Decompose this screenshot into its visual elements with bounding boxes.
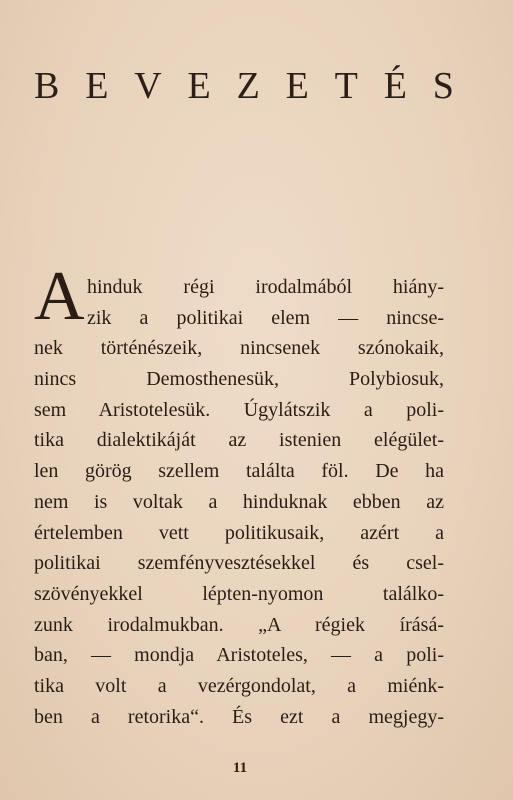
text-line: szövényekkel lépten-nyomon találko-	[34, 582, 444, 605]
text-line: zik a politikai elem — nincse-	[87, 306, 444, 329]
text-line: len görög szellem találta föl. De ha	[34, 460, 444, 483]
text-line: ben a retorika“. És ezt a megjegy-	[34, 705, 444, 728]
text-line: hinduk régi irodalmából hiány-	[87, 276, 444, 298]
drop-cap: A	[34, 258, 85, 335]
page-number: 11	[232, 760, 248, 776]
text-line: tika dialektikáját az istenien elégület-	[34, 429, 444, 452]
text-line: ban, — mondja Aristoteles, — a poli-	[34, 644, 444, 667]
text-line: nek történészeik, nincsenek szónokaik,	[34, 337, 444, 360]
text-line: zunk irodalmukban. „A régiek írásá-	[34, 613, 444, 636]
title-letter: V	[134, 65, 162, 107]
text-line: értelemben vett politikusaik, azért a	[34, 521, 444, 544]
text-line: politikai szemfényvesztésekkel és csel-	[34, 552, 444, 575]
title-letter: E	[285, 65, 309, 107]
title-letter: T	[334, 65, 358, 107]
title-letter: S	[432, 65, 454, 107]
body-text	[34, 272, 444, 732]
title-letter: B	[34, 65, 60, 107]
text-line: sem Aristotelesük. Úgylátszik a poli-	[34, 398, 444, 421]
title-letter: É	[383, 65, 407, 107]
chapter-title	[34, 64, 454, 108]
text-line: tika volt a vezérgondolat, a miénk-	[34, 674, 444, 697]
title-letter: E	[85, 65, 109, 107]
text-line: nem is voltak a hinduknak ebben az	[34, 490, 444, 513]
title-letter: E	[187, 65, 211, 107]
text-line: nincs Demosthenesük, Polybiosuk,	[34, 368, 444, 391]
title-letter: Z	[236, 65, 260, 107]
